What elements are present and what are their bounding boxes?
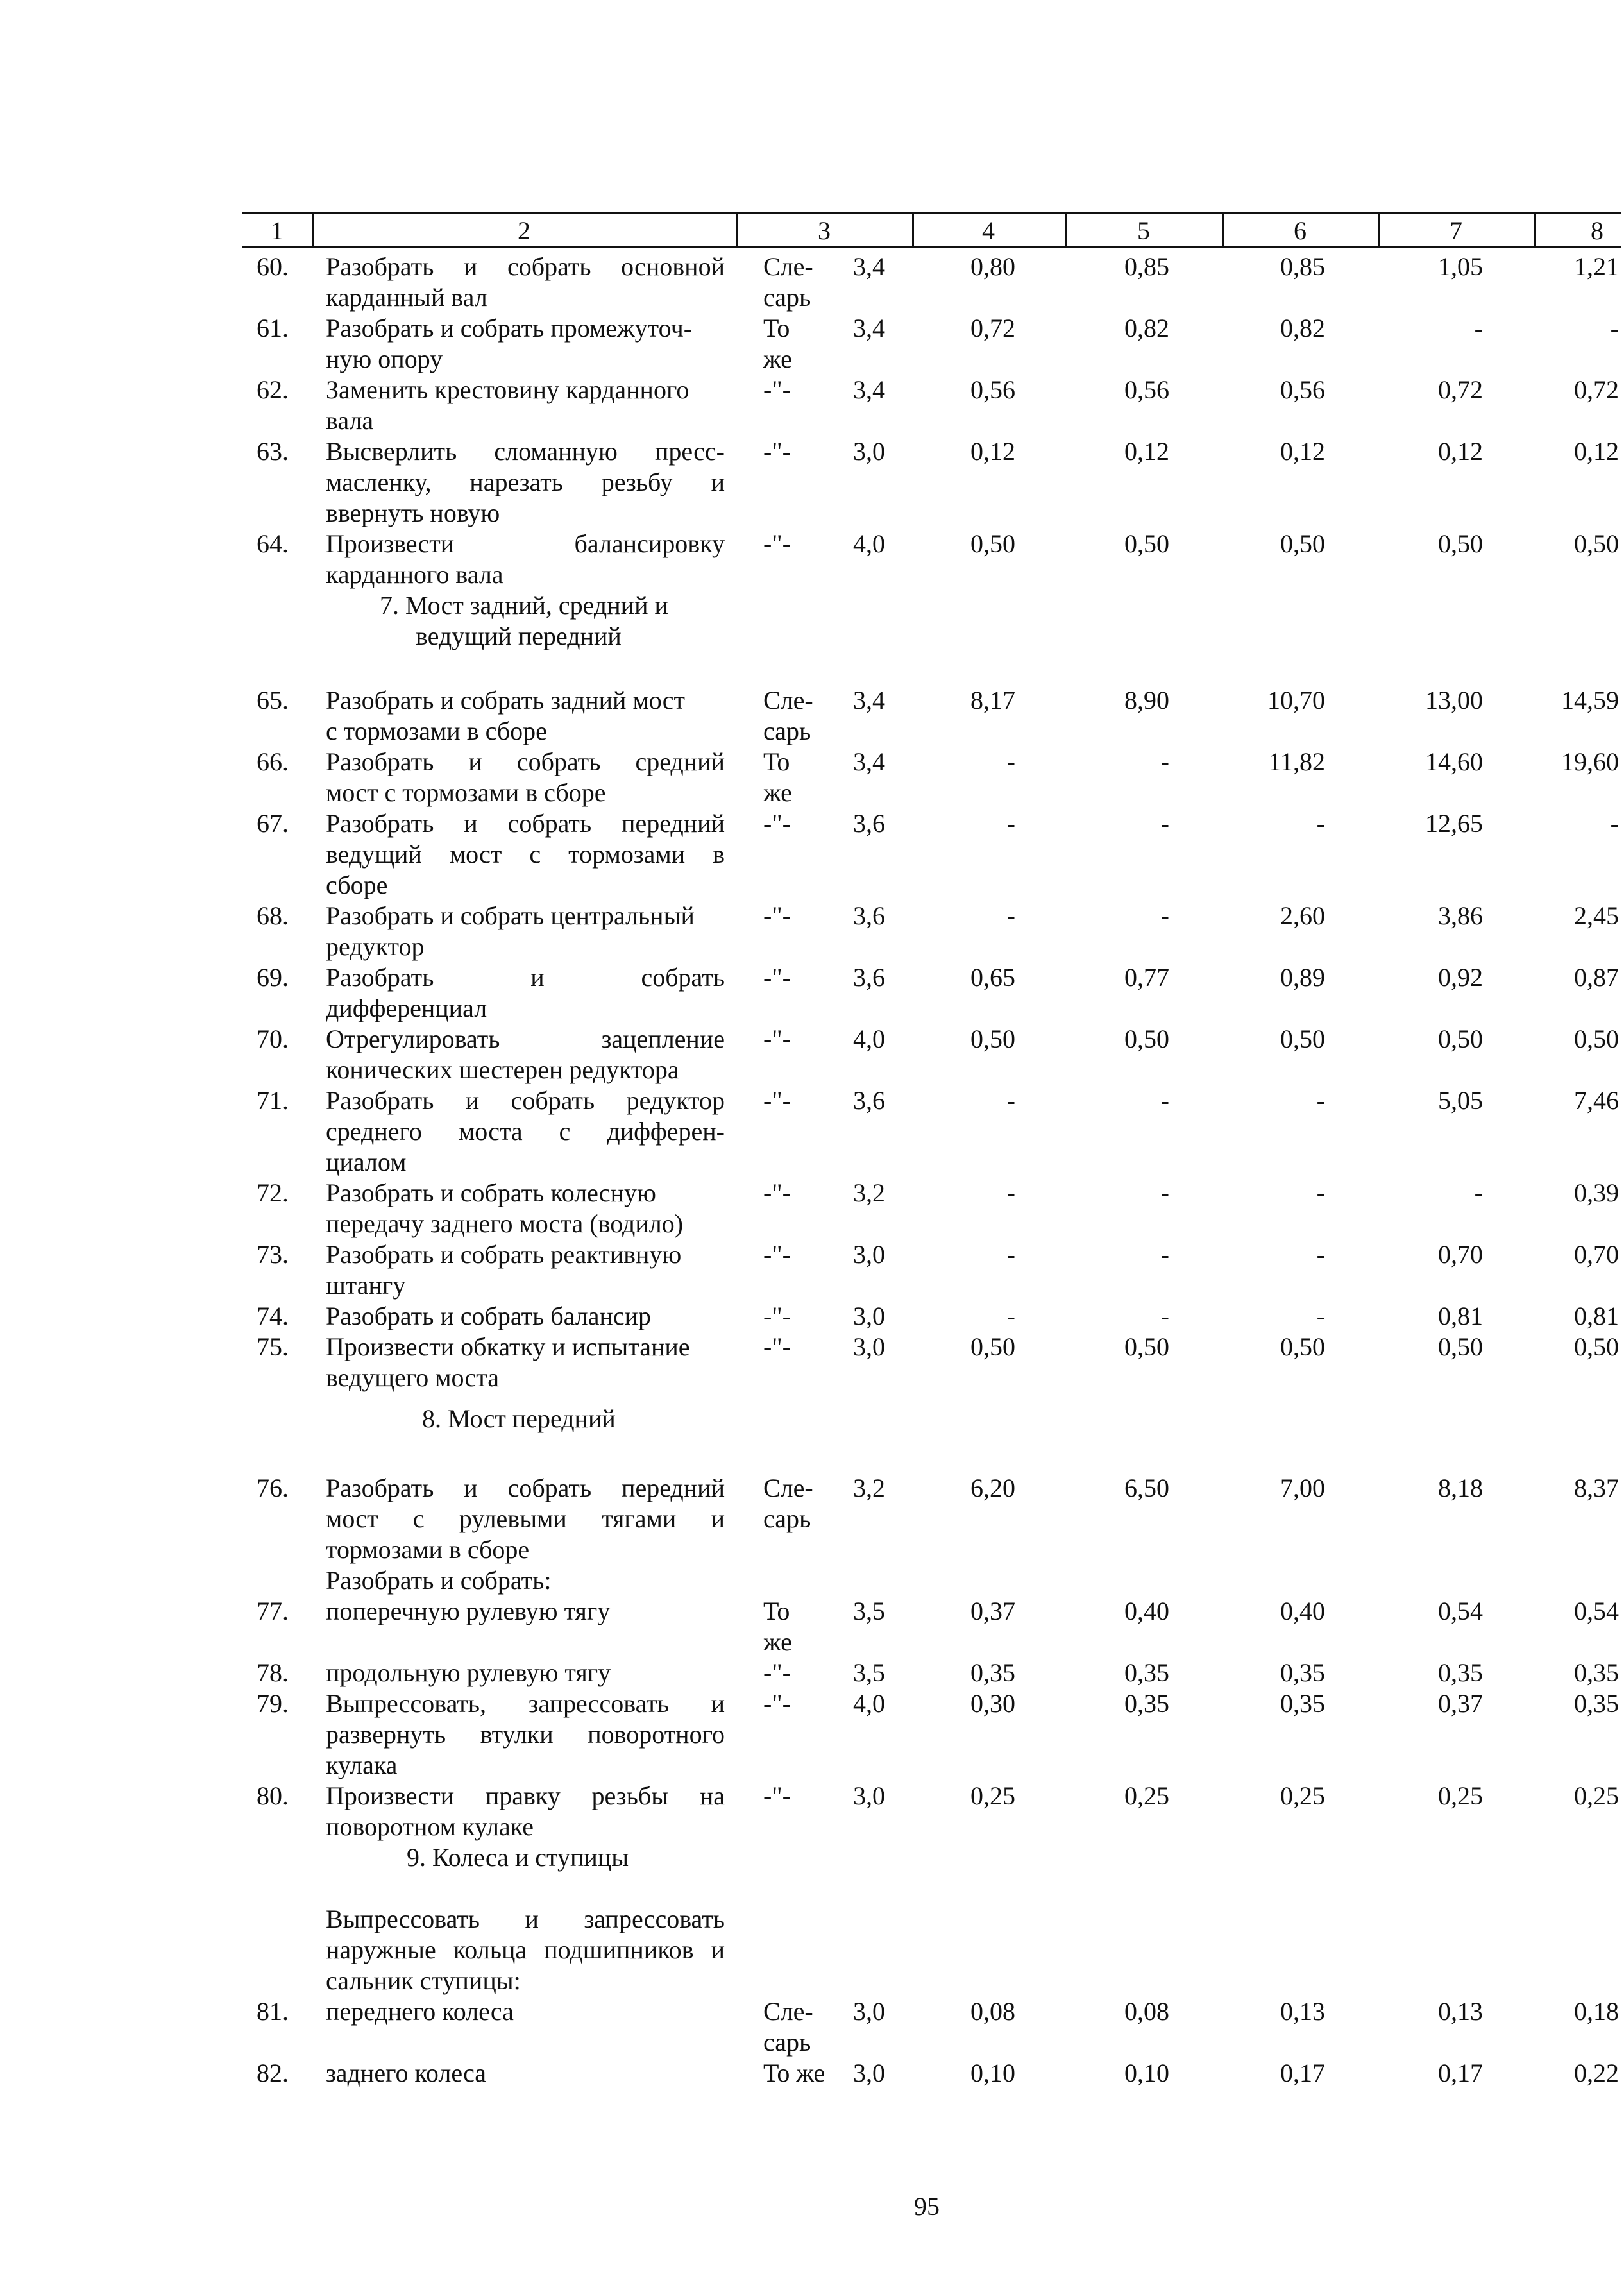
work-description: циалом <box>326 1148 407 1176</box>
grade-value: 3,4 <box>853 747 885 776</box>
grade-value: 3,0 <box>853 1240 885 1269</box>
norm-value-col7: - <box>1474 314 1483 343</box>
grade-value: 3,4 <box>853 375 885 404</box>
row-number: 60. <box>257 252 289 281</box>
worker-category: -"- <box>763 1302 791 1330</box>
work-description: поперечную рулевую тягу <box>326 1597 611 1625</box>
norm-value-col6: 7,00 <box>1280 1473 1325 1502</box>
grade-value: 3,6 <box>853 963 885 992</box>
header-divider <box>1065 212 1067 248</box>
norm-value-col6: - <box>1316 1178 1325 1207</box>
row-number: 66. <box>257 747 289 776</box>
work-description: ведущий мост с тормозами в <box>326 840 725 869</box>
work-description: заднего колеса <box>326 2058 487 2087</box>
worker-category: же <box>763 778 792 807</box>
grade-value: 3,6 <box>853 809 885 838</box>
row-number: 72. <box>257 1178 289 1207</box>
norm-value-col6: 0,56 <box>1280 375 1325 404</box>
worker-category: То <box>763 314 790 343</box>
norm-value-col5: 0,25 <box>1124 1781 1169 1810</box>
worker-category: Сле- <box>763 686 813 715</box>
norm-value-col6: 0,89 <box>1280 963 1325 992</box>
work-description: Высверлить сломанную пресс- <box>326 437 725 466</box>
norm-value-col5: 0,56 <box>1124 375 1169 404</box>
norm-value-col7: 12,65 <box>1425 809 1483 838</box>
section-title: 8. Мост передний <box>422 1404 616 1433</box>
row-number: 64. <box>257 529 289 558</box>
header-divider <box>1534 212 1536 248</box>
work-description: Разобрать и собрать балансир <box>326 1302 652 1330</box>
norm-value-col4: 0,72 <box>970 314 1015 343</box>
norm-value-col7: 0,37 <box>1438 1689 1483 1718</box>
norm-value-col6: 0,50 <box>1280 529 1325 558</box>
grade-value: 3,2 <box>853 1473 885 1502</box>
work-description: конических шестерен редуктора <box>326 1055 679 1084</box>
norm-value-col8: 8,37 <box>1574 1473 1619 1502</box>
worker-category: -"- <box>763 901 791 930</box>
worker-category: То же <box>763 2058 825 2087</box>
norm-value-col7: 1,05 <box>1438 252 1483 281</box>
header-top-rule <box>242 212 1621 214</box>
work-description: Разобрать и собрать задний мост <box>326 686 685 715</box>
intro-line: Выпрессовать и запрессовать <box>326 1905 725 1933</box>
norm-value-col7: 0,92 <box>1438 963 1483 992</box>
section-title: ведущий передний <box>416 622 622 650</box>
column-header-4: 4 <box>982 216 995 245</box>
row-number: 69. <box>257 963 289 992</box>
norm-value-col5: 0,10 <box>1124 2058 1169 2087</box>
header-divider <box>912 212 914 248</box>
row-number: 73. <box>257 1240 289 1269</box>
norm-value-col5: 0,50 <box>1124 1024 1169 1053</box>
work-description: масленку, нарезать резьбу и <box>326 468 725 496</box>
norm-value-col5: - <box>1160 1178 1169 1207</box>
norm-value-col5: 0,08 <box>1124 1997 1169 2026</box>
norm-value-col5: 0,35 <box>1124 1689 1169 1718</box>
row-number: 79. <box>257 1689 289 1718</box>
row-number: 78. <box>257 1658 289 1687</box>
norm-value-col7: 0,25 <box>1438 1781 1483 1810</box>
norm-value-col6: 0,40 <box>1280 1597 1325 1625</box>
norm-value-col4: 0,08 <box>970 1997 1015 2026</box>
work-description: тормозами в сборе <box>326 1535 530 1564</box>
worker-category: -"- <box>763 809 791 838</box>
work-description: штангу <box>326 1271 406 1300</box>
intro-line: Разобрать и собрать: <box>326 1566 552 1595</box>
norm-value-col4: 0,50 <box>970 1024 1015 1053</box>
norm-value-col7: 0,50 <box>1438 1332 1483 1361</box>
norm-value-col7: 0,81 <box>1438 1302 1483 1330</box>
norm-value-col5: - <box>1160 809 1169 838</box>
norm-value-col5: 0,35 <box>1124 1658 1169 1687</box>
norm-value-col8: 0,87 <box>1574 963 1619 992</box>
norm-value-col6: 0,35 <box>1280 1658 1325 1687</box>
work-description: Разобрать и собрать основной <box>326 252 725 281</box>
work-description: Разобрать и собрать <box>326 963 725 992</box>
norm-value-col4: - <box>1006 1240 1015 1269</box>
norm-value-col7: 5,05 <box>1438 1086 1483 1115</box>
norm-value-col6: 0,12 <box>1280 437 1325 466</box>
norm-value-col6: 11,82 <box>1268 747 1325 776</box>
norm-value-col7: 0,35 <box>1438 1658 1483 1687</box>
work-description: сборе <box>326 870 388 899</box>
work-description: передачу заднего моста (водило) <box>326 1209 684 1238</box>
norm-value-col7: 0,70 <box>1438 1240 1483 1269</box>
norm-value-col7: 3,86 <box>1438 901 1483 930</box>
column-header-2: 2 <box>518 216 530 245</box>
work-description: ную опору <box>326 344 443 373</box>
norm-value-col8: 0,50 <box>1574 529 1619 558</box>
norm-value-col6: - <box>1316 1086 1325 1115</box>
worker-category: -"- <box>763 963 791 992</box>
row-number: 75. <box>257 1332 289 1361</box>
work-description: Разобрать и собрать реактивную <box>326 1240 682 1269</box>
norm-value-col5: 0,12 <box>1124 437 1169 466</box>
work-description: Заменить крестовину карданного <box>326 375 689 404</box>
grade-value: 3,0 <box>853 1332 885 1361</box>
norm-value-col8: 0,70 <box>1574 1240 1619 1269</box>
norm-value-col8: 7,46 <box>1574 1086 1619 1115</box>
header-divider <box>1222 212 1224 248</box>
work-description: развернуть втулки поворотного <box>326 1720 725 1749</box>
norm-value-col6: - <box>1316 1240 1325 1269</box>
row-number: 61. <box>257 314 289 343</box>
norm-value-col5: 0,50 <box>1124 529 1169 558</box>
grade-value: 3,6 <box>853 901 885 930</box>
norm-value-col7: 0,54 <box>1438 1597 1483 1625</box>
worker-category: -"- <box>763 375 791 404</box>
norm-value-col6: 10,70 <box>1267 686 1325 715</box>
work-description: Отрегулировать зацепление <box>326 1024 725 1053</box>
norm-value-col5: - <box>1160 1086 1169 1115</box>
norm-value-col6: 0,85 <box>1280 252 1325 281</box>
norm-value-col8: 0,18 <box>1574 1997 1619 2026</box>
work-description: карданный вал <box>326 283 487 312</box>
norm-value-col4: 0,50 <box>970 1332 1015 1361</box>
norm-value-col8: - <box>1610 809 1619 838</box>
norm-value-col5: 0,50 <box>1124 1332 1169 1361</box>
norm-value-col4: - <box>1006 1302 1015 1330</box>
norm-value-col6: 0,25 <box>1280 1781 1325 1810</box>
page-number: 95 <box>914 2192 940 2221</box>
worker-category: сарь <box>763 1504 811 1533</box>
grade-value: 4,0 <box>853 1689 885 1718</box>
grade-value: 4,0 <box>853 529 885 558</box>
norm-value-col6: 0,50 <box>1280 1024 1325 1053</box>
work-description: Разобрать и собрать центральный <box>326 901 695 930</box>
norm-value-col7: - <box>1474 1178 1483 1207</box>
work-description: продольную рулевую тягу <box>326 1658 611 1687</box>
grade-value: 3,0 <box>853 437 885 466</box>
norm-value-col8: 0,50 <box>1574 1332 1619 1361</box>
work-description: Разобрать и собрать средний <box>326 747 725 776</box>
worker-category: -"- <box>763 1689 791 1718</box>
norm-value-col5: - <box>1160 747 1169 776</box>
row-number: 76. <box>257 1473 289 1502</box>
grade-value: 3,6 <box>853 1086 885 1115</box>
row-number: 68. <box>257 901 289 930</box>
norm-value-col6: 0,13 <box>1280 1997 1325 2026</box>
worker-category: же <box>763 344 792 373</box>
worker-category: То <box>763 747 790 776</box>
intro-line: наружные кольца подшипников и <box>326 1935 725 1964</box>
work-description: Разобрать и собрать передний <box>326 809 725 838</box>
norm-value-col4: - <box>1006 1086 1015 1115</box>
norm-value-col4: 6,20 <box>970 1473 1015 1502</box>
row-number: 82. <box>257 2058 289 2087</box>
work-description: Разобрать и собрать редуктор <box>326 1086 725 1115</box>
row-number: 74. <box>257 1302 289 1330</box>
norm-value-col5: 8,90 <box>1124 686 1169 715</box>
row-number: 62. <box>257 375 289 404</box>
work-description: переднего колеса <box>326 1997 514 2026</box>
row-number: 71. <box>257 1086 289 1115</box>
row-number: 81. <box>257 1997 289 2026</box>
work-description: карданного вала <box>326 560 503 589</box>
worker-category: же <box>763 1627 792 1656</box>
norm-value-col6: 0,82 <box>1280 314 1325 343</box>
norm-value-col4: 0,10 <box>970 2058 1015 2087</box>
norm-value-col4: 0,56 <box>970 375 1015 404</box>
header-divider <box>736 212 738 248</box>
norm-value-col5: 6,50 <box>1124 1473 1169 1502</box>
norm-value-col5: 0,40 <box>1124 1597 1169 1625</box>
norm-value-col6: - <box>1316 809 1325 838</box>
norm-value-col7: 0,50 <box>1438 1024 1483 1053</box>
norm-value-col5: 0,85 <box>1124 252 1169 281</box>
worker-category: -"- <box>763 1332 791 1361</box>
worker-category: Сле- <box>763 1473 813 1502</box>
norm-value-col7: 0,17 <box>1438 2058 1483 2087</box>
norm-value-col4: 0,65 <box>970 963 1015 992</box>
norm-value-col4: 0,37 <box>970 1597 1015 1625</box>
worker-category: сарь <box>763 283 811 312</box>
column-header-3: 3 <box>818 216 831 245</box>
norm-value-col8: 0,22 <box>1574 2058 1619 2087</box>
grade-value: 3,4 <box>853 314 885 343</box>
work-description: ввернуть новую <box>326 498 500 527</box>
norm-value-col4: 0,12 <box>970 437 1015 466</box>
work-description: среднего моста с дифферен- <box>326 1117 725 1146</box>
norm-value-col8: 0,50 <box>1574 1024 1619 1053</box>
norm-value-col8: 0,35 <box>1574 1658 1619 1687</box>
work-description: редуктор <box>326 932 425 961</box>
norm-value-col4: - <box>1006 809 1015 838</box>
norm-value-col4: 8,17 <box>970 686 1015 715</box>
norm-value-col8: - <box>1610 314 1619 343</box>
grade-value: 4,0 <box>853 1024 885 1053</box>
worker-category: -"- <box>763 1178 791 1207</box>
norm-value-col8: 0,12 <box>1574 437 1619 466</box>
grade-value: 3,5 <box>853 1597 885 1625</box>
norm-value-col8: 19,60 <box>1561 747 1619 776</box>
worker-category: Сле- <box>763 252 813 281</box>
norm-value-col8: 0,81 <box>1574 1302 1619 1330</box>
grade-value: 3,4 <box>853 686 885 715</box>
row-number: 77. <box>257 1597 289 1625</box>
intro-line: сальник ступицы: <box>326 1966 521 1995</box>
norm-value-col5: - <box>1160 1302 1169 1330</box>
grade-value: 3,2 <box>853 1178 885 1207</box>
norm-value-col8: 0,35 <box>1574 1689 1619 1718</box>
worker-category: сарь <box>763 2028 811 2057</box>
worker-category: -"- <box>763 1086 791 1115</box>
norm-value-col4: 0,25 <box>970 1781 1015 1810</box>
norm-value-col7: 0,13 <box>1438 1997 1483 2026</box>
column-header-8: 8 <box>1591 216 1603 245</box>
worker-category: -"- <box>763 1781 791 1810</box>
norm-value-col4: 0,30 <box>970 1689 1015 1718</box>
work-description: мост с рулевыми тягами и <box>326 1504 725 1533</box>
worker-category: То <box>763 1597 790 1625</box>
worker-category: -"- <box>763 1024 791 1053</box>
work-description: Произвести обкатку и испытание <box>326 1332 690 1361</box>
norm-value-col8: 0,72 <box>1574 375 1619 404</box>
row-number: 65. <box>257 686 289 715</box>
work-description: дифференциал <box>326 994 487 1022</box>
norm-value-col5: 0,77 <box>1124 963 1169 992</box>
worker-category: -"- <box>763 1240 791 1269</box>
grade-value: 3,5 <box>853 1658 885 1687</box>
row-number: 67. <box>257 809 289 838</box>
norm-value-col8: 0,39 <box>1574 1178 1619 1207</box>
norm-value-col8: 14,59 <box>1561 686 1619 715</box>
norm-value-col7: 0,50 <box>1438 529 1483 558</box>
row-number: 63. <box>257 437 289 466</box>
column-header-6: 6 <box>1294 216 1307 245</box>
grade-value: 3,0 <box>853 1302 885 1330</box>
norm-value-col8: 1,21 <box>1574 252 1619 281</box>
header-bottom-rule <box>242 246 1621 248</box>
norm-value-col8: 0,25 <box>1574 1781 1619 1810</box>
norm-value-col7: 14,60 <box>1425 747 1483 776</box>
norm-value-col6: - <box>1316 1302 1325 1330</box>
worker-category: сарь <box>763 717 811 745</box>
work-description: Разобрать и собрать колесную <box>326 1178 656 1207</box>
norm-value-col8: 0,54 <box>1574 1597 1619 1625</box>
norm-value-col4: 0,35 <box>970 1658 1015 1687</box>
norm-value-col8: 2,45 <box>1574 901 1619 930</box>
norm-value-col5: - <box>1160 1240 1169 1269</box>
norm-value-col4: - <box>1006 747 1015 776</box>
norm-value-col6: 0,17 <box>1280 2058 1325 2087</box>
work-description: ведущего моста <box>326 1363 499 1392</box>
norm-value-col4: 0,50 <box>970 529 1015 558</box>
section-title: 7. Мост задний, средний и <box>380 591 668 620</box>
work-description: вала <box>326 406 374 435</box>
norm-value-col7: 8,18 <box>1438 1473 1483 1502</box>
grade-value: 3,0 <box>853 1781 885 1810</box>
worker-category: -"- <box>763 529 791 558</box>
work-description: Разобрать и собрать промежуточ- <box>326 314 693 343</box>
header-divider <box>1378 212 1380 248</box>
row-number: 70. <box>257 1024 289 1053</box>
column-header-5: 5 <box>1137 216 1150 245</box>
norm-value-col7: 13,00 <box>1425 686 1483 715</box>
work-description: Разобрать и собрать передний <box>326 1473 725 1502</box>
norm-value-col6: 0,50 <box>1280 1332 1325 1361</box>
norm-value-col7: 0,12 <box>1438 437 1483 466</box>
worker-category: -"- <box>763 1658 791 1687</box>
norm-value-col7: 0,72 <box>1438 375 1483 404</box>
norm-value-col5: 0,82 <box>1124 314 1169 343</box>
work-description: Произвести правку резьбы на <box>326 1781 725 1810</box>
worker-category: Сле- <box>763 1997 813 2026</box>
grade-value: 3,0 <box>853 2058 885 2087</box>
column-header-7: 7 <box>1450 216 1462 245</box>
work-description: мост с тормозами в сборе <box>326 778 606 807</box>
worker-category: -"- <box>763 437 791 466</box>
work-description: Произвести балансировку <box>326 529 725 558</box>
work-description: кулака <box>326 1751 398 1779</box>
norm-value-col4: - <box>1006 901 1015 930</box>
grade-value: 3,4 <box>853 252 885 281</box>
work-description: с тормозами в сборе <box>326 717 547 745</box>
section-title: 9. Колеса и ступицы <box>407 1843 629 1872</box>
row-number: 80. <box>257 1781 289 1810</box>
norm-value-col6: 2,60 <box>1280 901 1325 930</box>
norm-value-col4: - <box>1006 1178 1015 1207</box>
work-description: Выпрессовать, запрессовать и <box>326 1689 725 1718</box>
norm-value-col5: - <box>1160 901 1169 930</box>
grade-value: 3,0 <box>853 1997 885 2026</box>
norm-value-col4: 0,80 <box>970 252 1015 281</box>
norm-value-col6: 0,35 <box>1280 1689 1325 1718</box>
column-header-1: 1 <box>271 216 283 245</box>
work-description: поворотном кулаке <box>326 1812 534 1841</box>
